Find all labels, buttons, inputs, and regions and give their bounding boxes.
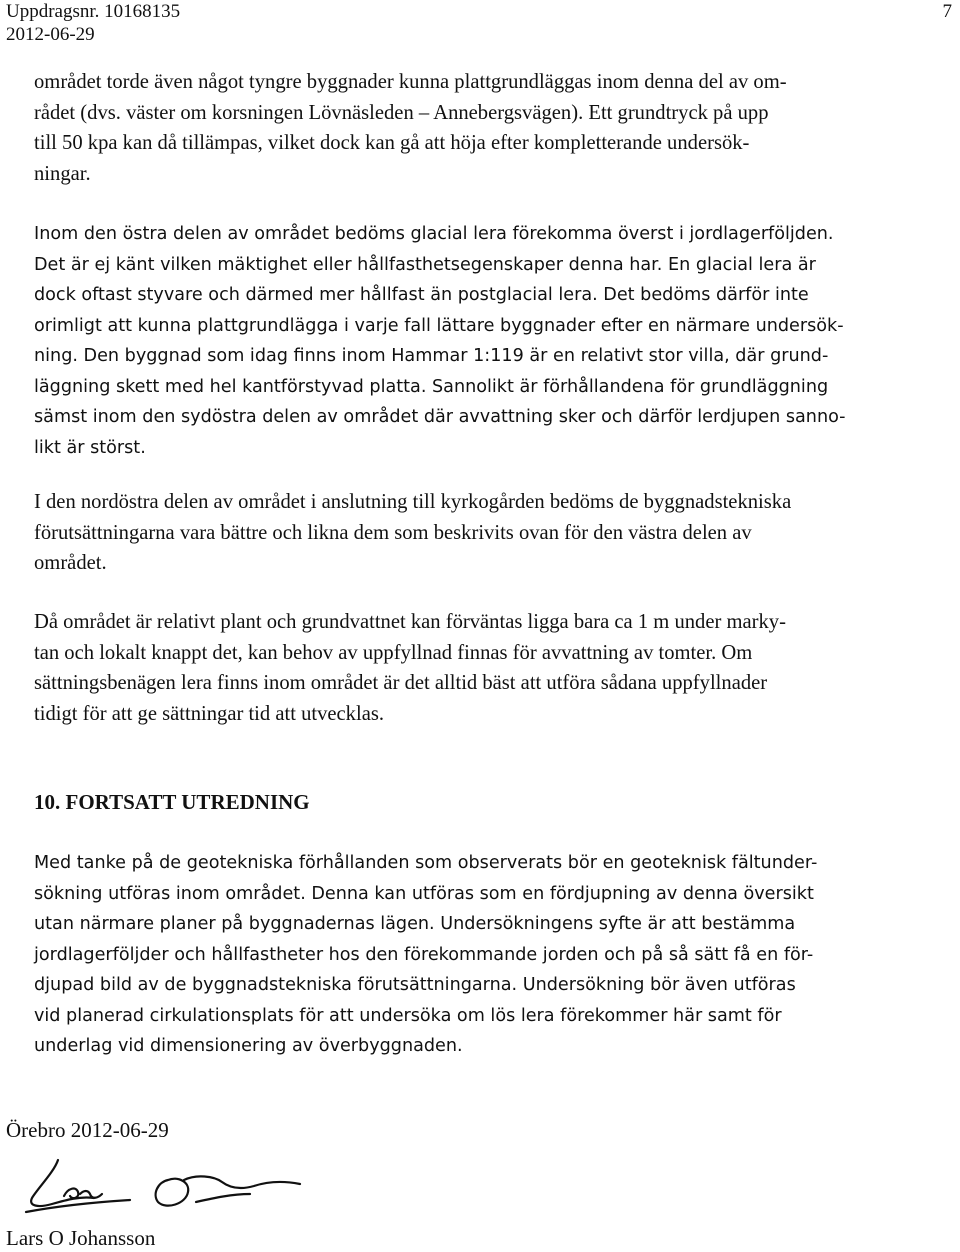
signer-name: Lars O Johansson bbox=[6, 1226, 156, 1250]
paragraph-line: dock oftast styvare och därmed mer hållfast än postglacial lera. Det bedöms därför inte bbox=[34, 285, 809, 305]
paragraph-line: Med tanke på de geotekniska förhållanden som observerats bör en geoteknisk fältunder- bbox=[34, 853, 818, 873]
paragraph-line: jordlagerföljder och hållfastheter hos den förekommande jorden och på så sätt få en för- bbox=[34, 944, 814, 965]
paragraph-line: sämst inom den sydöstra delen av området där avvattning sker och därför lerdjupen sanno- bbox=[34, 407, 846, 427]
paragraph-line: ningar. bbox=[34, 162, 91, 185]
paragraph-further-investigation bbox=[34, 848, 934, 1062]
paragraph-northeast bbox=[34, 487, 934, 579]
paragraph-line: underlag vid dimensionering av överbyggnaden. bbox=[34, 1036, 463, 1056]
report-header bbox=[6, 0, 180, 46]
paragraph-building-west bbox=[34, 67, 934, 189]
paragraph-line: förutsättningarna vara bättre och likna dem som beskrivits ovan för den västra delen av bbox=[34, 521, 752, 544]
paragraph-line: djupad bild av de byggnadstekniska förutsättningarna. Undersökning bör även utföras bbox=[34, 975, 796, 995]
paragraph-line: tidigt för att ge sättningar tid att utvecklas. bbox=[34, 702, 385, 725]
paragraph-line: sättningsbenägen lera finns inom området är det alltid bäst att utföra sådana uppfyllnader bbox=[34, 672, 768, 694]
section-heading: 10. FORTSATT UTREDNING bbox=[34, 790, 310, 814]
paragraph-line: orimligt att kunna plattgrundlägga i varje fall lättare byggnader efter en närmare undersök- bbox=[34, 315, 844, 336]
paragraph-line: utan närmare planer på byggnadernas lägen. Undersökningens syfte är att bestämma bbox=[34, 914, 796, 934]
paragraph-line: tan och lokalt knappt det, kan behov av uppfyllnad finnas för avvattning av tomter. Om bbox=[34, 641, 753, 664]
closing-place-date: Örebro 2012-06-29 bbox=[6, 1118, 169, 1142]
paragraph-line: rådet (dvs. väster om korsningen Lövnäsleden – Annebergsvägen). Ett grundtryck på upp bbox=[34, 101, 769, 124]
paragraph-glacial-clay-east bbox=[34, 219, 934, 463]
paragraph-line: I den nordöstra delen av området i anslutning till kyrkogården bedöms de byggnadstekniska bbox=[34, 491, 792, 513]
page-number: 7 bbox=[942, 1, 952, 22]
paragraph-line: likt är störst. bbox=[34, 437, 146, 458]
handwritten-signature-icon bbox=[18, 1150, 308, 1225]
paragraph-line: Det är ej känt vilken mäktighet eller hållfasthetsegenskaper denna har. En glacial lera är bbox=[34, 254, 816, 275]
report-number: Uppdragsnr. 10168135 bbox=[6, 1, 181, 22]
report-date: 2012-06-29 bbox=[6, 24, 95, 45]
paragraph-line: Då området är relativt plant och grundvattnet kan förväntas ligga bara ca 1 m under marky- bbox=[34, 611, 786, 633]
paragraph-line: området. bbox=[34, 552, 107, 574]
paragraph-line: sökning utföras inom området. Denna kan utföras som en fördjupning av denna översikt bbox=[34, 883, 814, 904]
paragraph-line: vid planerad cirkulationsplats för att undersöka om lös lera förekommer här samt för bbox=[34, 1005, 782, 1026]
paragraph-line: området torde även något tyngre byggnader kunna plattgrundläggas inom denna del av om- bbox=[34, 71, 787, 93]
paragraph-line: till 50 kpa kan då tillämpas, vilket dock kan gå att höja efter kompletterande undersök- bbox=[34, 132, 750, 154]
paragraph-line: Inom den östra delen av området bedöms glacial lera förekomma överst i jordlagerföljden. bbox=[34, 224, 834, 244]
paragraph-line: läggning skett med hel kantförstyvad platta. Sannolikt är förhållandena för grundläggning bbox=[34, 376, 829, 397]
paragraph-groundwater bbox=[34, 607, 934, 729]
paragraph-line: ning. Den byggnad som idag finns inom Hammar 1:119 är en relativt stor villa, där grund- bbox=[34, 346, 829, 366]
